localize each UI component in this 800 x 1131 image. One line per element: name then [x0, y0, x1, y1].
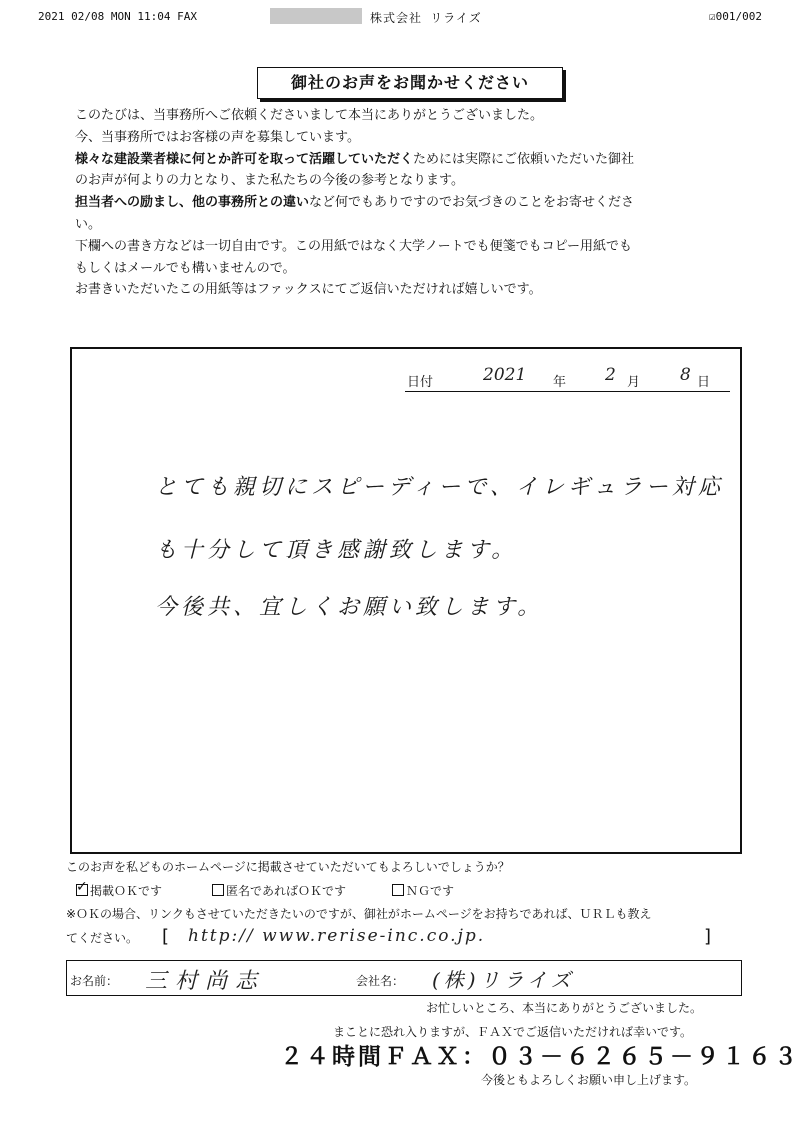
year-label: 年	[553, 375, 567, 390]
intro-line: のお声が何よりの力となり、また私たちの今後の参考となります。	[75, 173, 464, 189]
redacted-fax-number	[270, 8, 362, 24]
date-label: 日付	[407, 375, 434, 390]
fax-timestamp: 2021 02/08 MON 11:04 FAX	[38, 10, 197, 23]
option-anonymous[interactable]: 匿名であればＯＫです	[212, 882, 346, 899]
url-note: ※ＯＫの場合、リンクもさせていただきたいのですが、御社がホームページをお持ちであれば、ＵＲＬも教え	[66, 907, 652, 921]
option-ng[interactable]: ＮＧです	[392, 882, 454, 899]
intro-line: 様々な建設業者様に何とか許可を取って活躍していただくためには実際にご依頼いただいた御社	[75, 151, 635, 167]
message-line: も十分して頂き感謝致します。	[155, 538, 518, 563]
fax-sender-company: 株式会社 リライズ	[370, 11, 482, 25]
company-label: 会社名：	[356, 974, 405, 988]
intro-line: もしくはメールでも構いませんので。	[75, 260, 296, 276]
date-row	[405, 367, 730, 392]
date-day[interactable]: 8	[680, 365, 691, 385]
checkbox[interactable]	[212, 884, 224, 896]
message-line: 今後共、宜しくお願い致します。	[155, 595, 544, 620]
intro-line: い。	[75, 216, 102, 232]
url-bracket-left: [	[162, 926, 170, 947]
name-field[interactable]: 三村尚志	[145, 969, 266, 994]
option-ok[interactable]: ✓掲載ＯＫです	[76, 882, 162, 899]
thanks-text: お忙しいところ、本当にありがとうございました。	[426, 1001, 703, 1015]
fax-page-number: ☑001/002	[709, 10, 762, 23]
url-note-cont: てください。	[66, 931, 139, 945]
intro-line: 下欄への書き方などは一切自由です。この用紙ではなく大学ノートでも便箋でもコピー用紙でも	[75, 238, 633, 254]
url-bracket-right: ]	[704, 926, 712, 947]
date-year[interactable]: 2021	[483, 365, 527, 385]
intro-bold: 様々な建設業者様に何とか許可を取って活躍していただく	[75, 151, 414, 167]
url-field[interactable]: http:// www.rerise-inc.co.jp.	[188, 926, 486, 946]
month-label: 月	[627, 375, 641, 390]
checkbox[interactable]	[392, 884, 404, 896]
intro-line: 担当者への励まし、他の事務所との違いなど何でもありですのでお気づきのことをお寄せくださ	[75, 195, 635, 211]
intro-line: お書きいただいたこの用紙等はファックスにてご返信いただければ嬉しいです。	[75, 282, 542, 298]
intro-line: このたびは、当事務所へご依頼くださいまして本当にありがとうございました。	[75, 108, 544, 123]
fax-number: ２４時間ＦＡＸ：０３－６２６５－９１６３	[280, 1044, 800, 1070]
name-label: お名前：	[70, 974, 119, 988]
company-field[interactable]: (株)リライズ	[432, 968, 575, 992]
intro-text	[75, 105, 755, 301]
date-month[interactable]: 2	[605, 365, 616, 385]
fax-header	[38, 8, 762, 26]
intro-bold: 担当者への励まし、他の事務所との違い	[75, 195, 310, 211]
page-title: 御社のお声をお聞かせください	[257, 67, 563, 99]
closing-text: 今後ともよろしくお願い申し上げます。	[481, 1073, 697, 1087]
checkbox-checked[interactable]	[76, 884, 88, 896]
intro-line: 今、当事務所ではお客様の声を募集しています。	[75, 129, 360, 145]
message-line: とても親切にスピーディーで、イレギュラー対応	[155, 475, 724, 500]
fax-request-text: まことに恐れ入りますが、ＦＡＸでご返信いただければ幸いです。	[333, 1025, 693, 1039]
day-label: 日	[697, 375, 711, 390]
consent-question: このお声を私どものホームページに掲載させていただいてもよろしいでしょうか？	[66, 860, 510, 874]
